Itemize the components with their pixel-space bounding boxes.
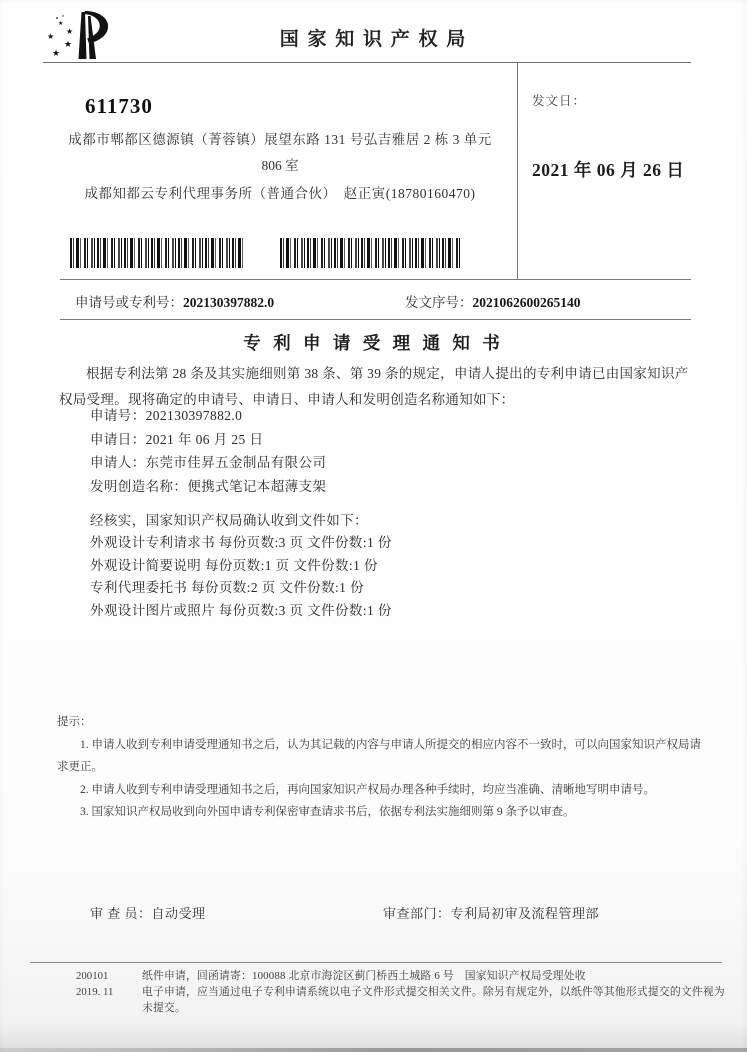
footer-paper-line: 纸件申请，回函请寄：100088 北京市海淀区蓟门桥西土城路 6 号 国家知识产权局受理处收 bbox=[142, 970, 586, 982]
footer-section bbox=[0, 968, 747, 1016]
address-line-1: 成都市郫都区德源镇（菁蓉镇）展望东路 131 号弘吉雅居 2 栋 3 单元 bbox=[68, 132, 492, 147]
field-value: 2021 年 06 月 25 日 bbox=[145, 431, 264, 447]
department-value: 专利局初审及流程管理部 bbox=[450, 906, 600, 921]
hints-label: 提示： bbox=[57, 716, 92, 728]
document-item: 专利代理委托书 每份页数:2 页 文件份数:1 份 bbox=[90, 580, 365, 595]
document-item: 外观设计简要说明 每份页数:1 页 文件份数:1 份 bbox=[90, 557, 378, 573]
address-line-2: 806 室 bbox=[261, 158, 299, 173]
reference-row bbox=[0, 291, 747, 313]
barcode-left bbox=[70, 238, 243, 268]
field-label: 发明创造名称： bbox=[90, 478, 188, 494]
dispatch-date-label: 发文日： bbox=[532, 94, 587, 108]
svg-text:★: ★ bbox=[64, 40, 73, 50]
agency-title: 国 家 知 识 产 权 局 bbox=[279, 29, 468, 50]
footer-electronic-line: 电子申请，应当通过电子专利申请系统以电子文件形式提交相关文件。除另有规定外，以纸件等其他形式提交的文件视为未提交。 bbox=[142, 986, 725, 1014]
svg-text:★: ★ bbox=[58, 20, 64, 27]
field-value: 便携式笔记本超薄支架 bbox=[187, 478, 327, 494]
department-label: 审查部门： bbox=[383, 906, 451, 921]
examiner-label: 审 查 员： bbox=[90, 906, 152, 921]
svg-text:★: ★ bbox=[66, 27, 74, 36]
field-label: 申请人： bbox=[90, 455, 146, 470]
hint-item-1: 1. 申请人收到专利申请受理通知书之后，认为其记载的内容与申请人所提交的相应内容不一致时，可以向国家知识产权局请求更正。 bbox=[57, 738, 701, 773]
form-version: 2019. 11 bbox=[76, 986, 114, 998]
hint-item-3: 3. 国家知识产权局收到向外国申请专利保密审查请求书后，依据专利法实施细则第 9 条予以审查。 bbox=[80, 806, 575, 818]
field-applicant bbox=[90, 451, 690, 475]
confirmation-intro: 经核实，国家知识产权局确认收到文件如下： bbox=[90, 513, 368, 528]
field-invention-title bbox=[90, 475, 690, 499]
serial-number-label: 发文序号： bbox=[405, 295, 473, 310]
field-application-number bbox=[90, 404, 690, 428]
form-code-block bbox=[76, 968, 138, 1016]
document-item: 外观设计图片或照片 每份页数:3 页 文件份数:1 份 bbox=[90, 602, 392, 618]
recipient-block bbox=[43, 94, 517, 202]
field-label: 申请日： bbox=[90, 431, 146, 447]
field-value: 东莞市佳昇五金制品有限公司 bbox=[145, 455, 327, 470]
svg-text:★: ★ bbox=[52, 49, 61, 59]
svg-text:★: ★ bbox=[47, 32, 55, 41]
application-number-label: 申请号或专利号： bbox=[75, 295, 183, 310]
serial-number-value: 2021062600265140 bbox=[472, 295, 581, 310]
examiner-value: 自动受理 bbox=[151, 906, 206, 921]
footer-notes bbox=[142, 968, 734, 1016]
notice-intro-paragraph: 根据专利法第 28 条及其实施细则第 38 条、第 39 条的规定，申请人提出的专利申请已由国家知识产权局受理。现将确定的申请号、申请日、申请人和发明创造名称通知如下： bbox=[59, 366, 689, 407]
scan-edge-strip bbox=[0, 1048, 747, 1052]
scan-bottom-shadow bbox=[0, 1022, 747, 1048]
signoff-row bbox=[0, 903, 747, 925]
postal-code: 611730 bbox=[85, 94, 153, 118]
field-value: 202130397882.0 bbox=[145, 408, 243, 423]
dispatch-date-box bbox=[517, 63, 747, 279]
application-number-value: 202130397882.0 bbox=[183, 295, 275, 310]
hint-item-2: 2. 申请人收到专利申请受理通知书之后，再向国家知识产权局办理各种手续时，均应当准确、清晰地写明申请号。 bbox=[80, 783, 655, 796]
field-label: 申请号： bbox=[90, 408, 146, 423]
hints-section bbox=[57, 711, 707, 824]
divider-above-reference-row bbox=[60, 279, 691, 280]
barcode-right bbox=[280, 238, 460, 268]
field-filing-date bbox=[90, 428, 690, 452]
document-item: 外观设计专利请求书 每份页数:3 页 文件份数:1 份 bbox=[90, 535, 392, 550]
patent-agency-line: 成都知都云专利代理事务所（普通合伙） 赵正寅(18780160470) bbox=[84, 186, 476, 201]
application-details bbox=[90, 404, 690, 622]
notice-title: 专 利 申 请 受 理 通 知 书 bbox=[243, 333, 504, 353]
footer-divider bbox=[30, 962, 722, 963]
form-code: 200101 bbox=[76, 970, 109, 982]
divider-below-reference-row bbox=[60, 319, 691, 320]
dispatch-date-value: 2021 年 06 月 26 日 bbox=[532, 160, 685, 180]
